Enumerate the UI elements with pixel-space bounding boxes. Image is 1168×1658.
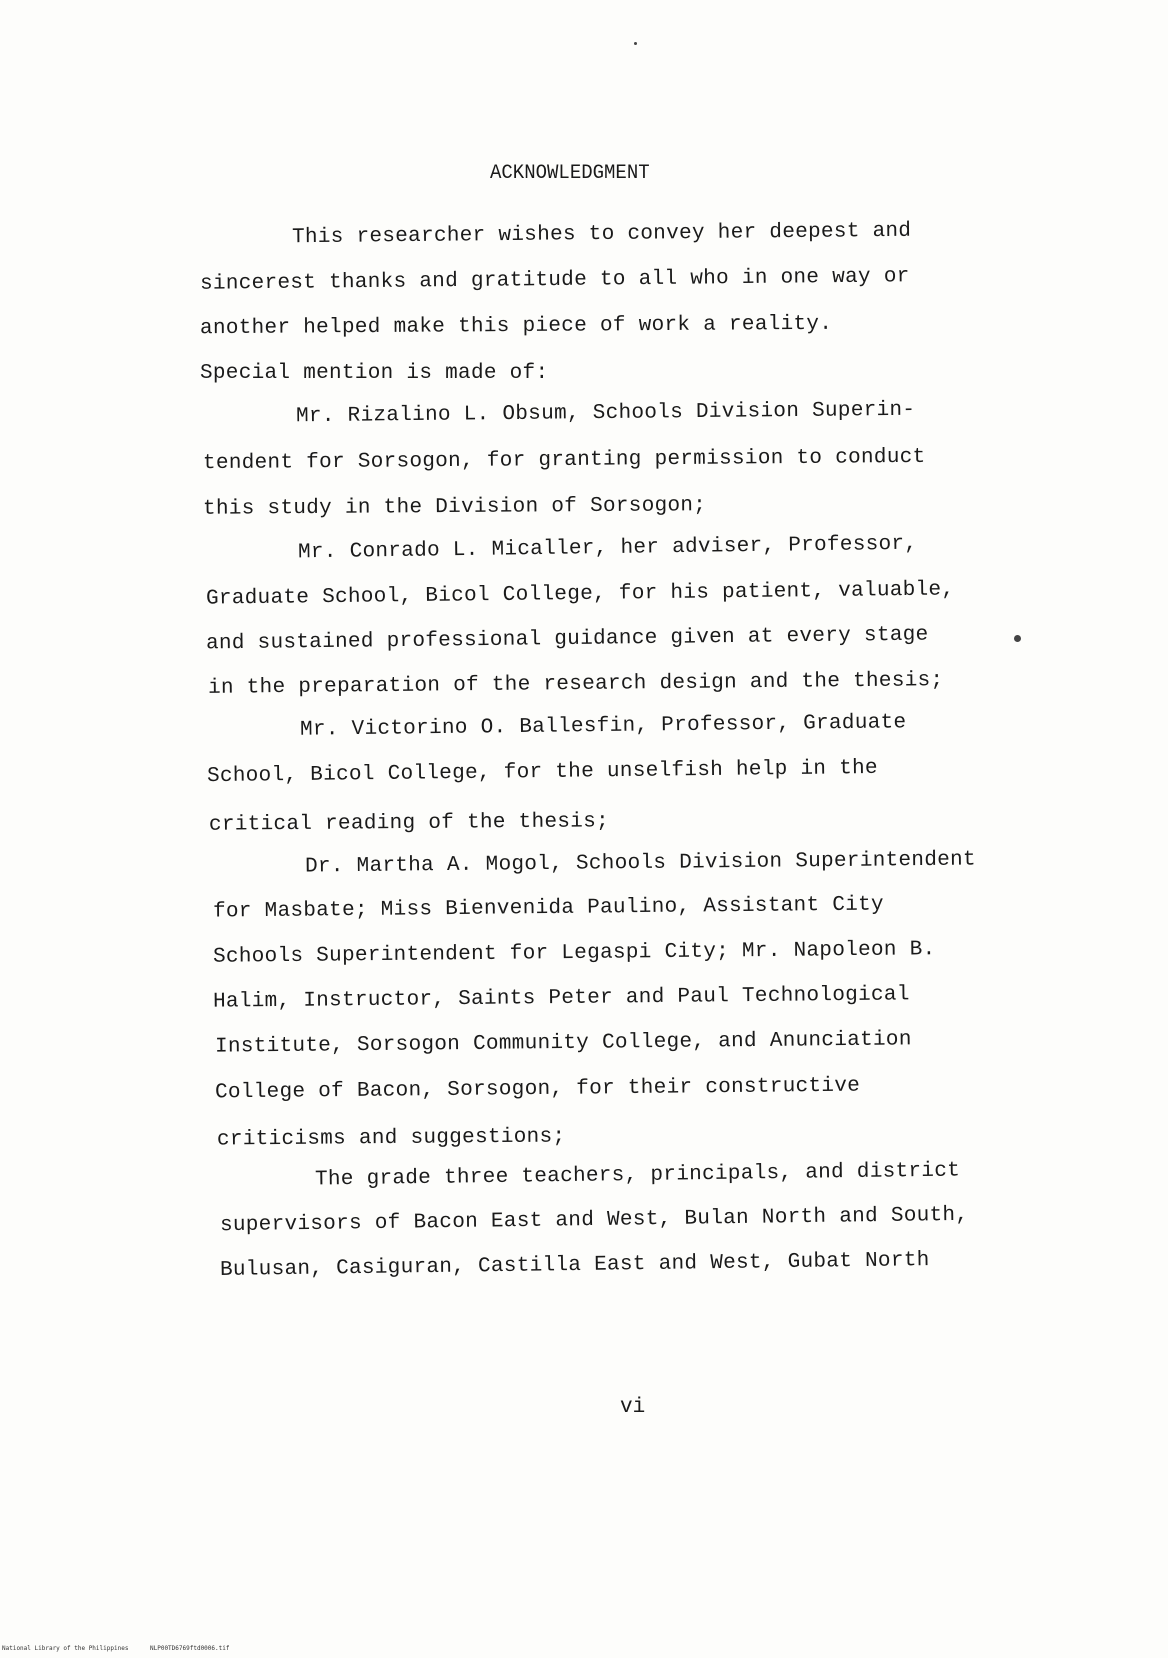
text-line: Mr. Conrado L. Micaller, her adviser, Professor, bbox=[297, 532, 918, 565]
text-line: Mr. Victorino O. Ballesfin, Professor, Graduate bbox=[299, 711, 907, 742]
text-line: supervisors of Bacon East and West, Bulan North and South, bbox=[219, 1203, 969, 1238]
text-line: Institute, Sorsogon Community College, and Anunciation bbox=[214, 1028, 912, 1059]
text-line: The grade three teachers, principals, and district bbox=[314, 1159, 961, 1192]
scan-speck bbox=[634, 42, 637, 45]
page-title: ACKNOWLEDGMENT bbox=[490, 161, 650, 185]
text-line: Mr. Rizalino L. Obsum, Schools Division Superin- bbox=[295, 398, 916, 429]
text-line: for Masbate; Miss Bienvenida Paulino, Assistant City bbox=[212, 893, 885, 924]
text-line: another helped make this piece of work a reality. bbox=[199, 312, 833, 341]
footer-file: NLP00TD6769ftd0006.tif bbox=[150, 1645, 230, 1652]
text-line: Graduate School, Bicol College, for his patient, valuable, bbox=[205, 578, 955, 611]
page-number: vi bbox=[620, 1396, 646, 1419]
text-line: Dr. Martha A. Mogol, Schools Division Superintendent bbox=[304, 848, 977, 879]
scan-speck bbox=[1014, 635, 1021, 642]
text-line: College of Bacon, Sorsogon, for their constructive bbox=[214, 1074, 861, 1105]
text-line: Special mention is made of: bbox=[200, 362, 549, 385]
text-line: and sustained professional guidance given at every stage bbox=[205, 623, 929, 656]
text-line: this study in the Division of Sorsogon; bbox=[202, 494, 707, 521]
text-line: This researcher wishes to convey her deepest and bbox=[291, 219, 912, 250]
text-line: critical reading of the thesis; bbox=[208, 810, 610, 837]
text-line: sincerest thanks and gratitude to all who in one way or bbox=[199, 265, 910, 296]
text-line: Halim, Instructor, Saints Peter and Paul Technological bbox=[212, 983, 910, 1014]
text-line: Bulusan, Casiguran, Castilla East and West, Gubat North bbox=[219, 1249, 930, 1282]
text-line: criticisms and suggestions; bbox=[216, 1125, 566, 1152]
text-line: School, Bicol College, for the unselfish help in the bbox=[206, 756, 879, 789]
text-line: in the preparation of the research design and the thesis; bbox=[207, 669, 944, 700]
text-line: tendent for Sorsogon, for granting permission to conduct bbox=[202, 445, 926, 476]
footer-library: National Library of the Philippines bbox=[2, 1645, 129, 1652]
text-line: Schools Superintendent for Legaspi City; Mr. Napoleon B. bbox=[212, 938, 936, 969]
